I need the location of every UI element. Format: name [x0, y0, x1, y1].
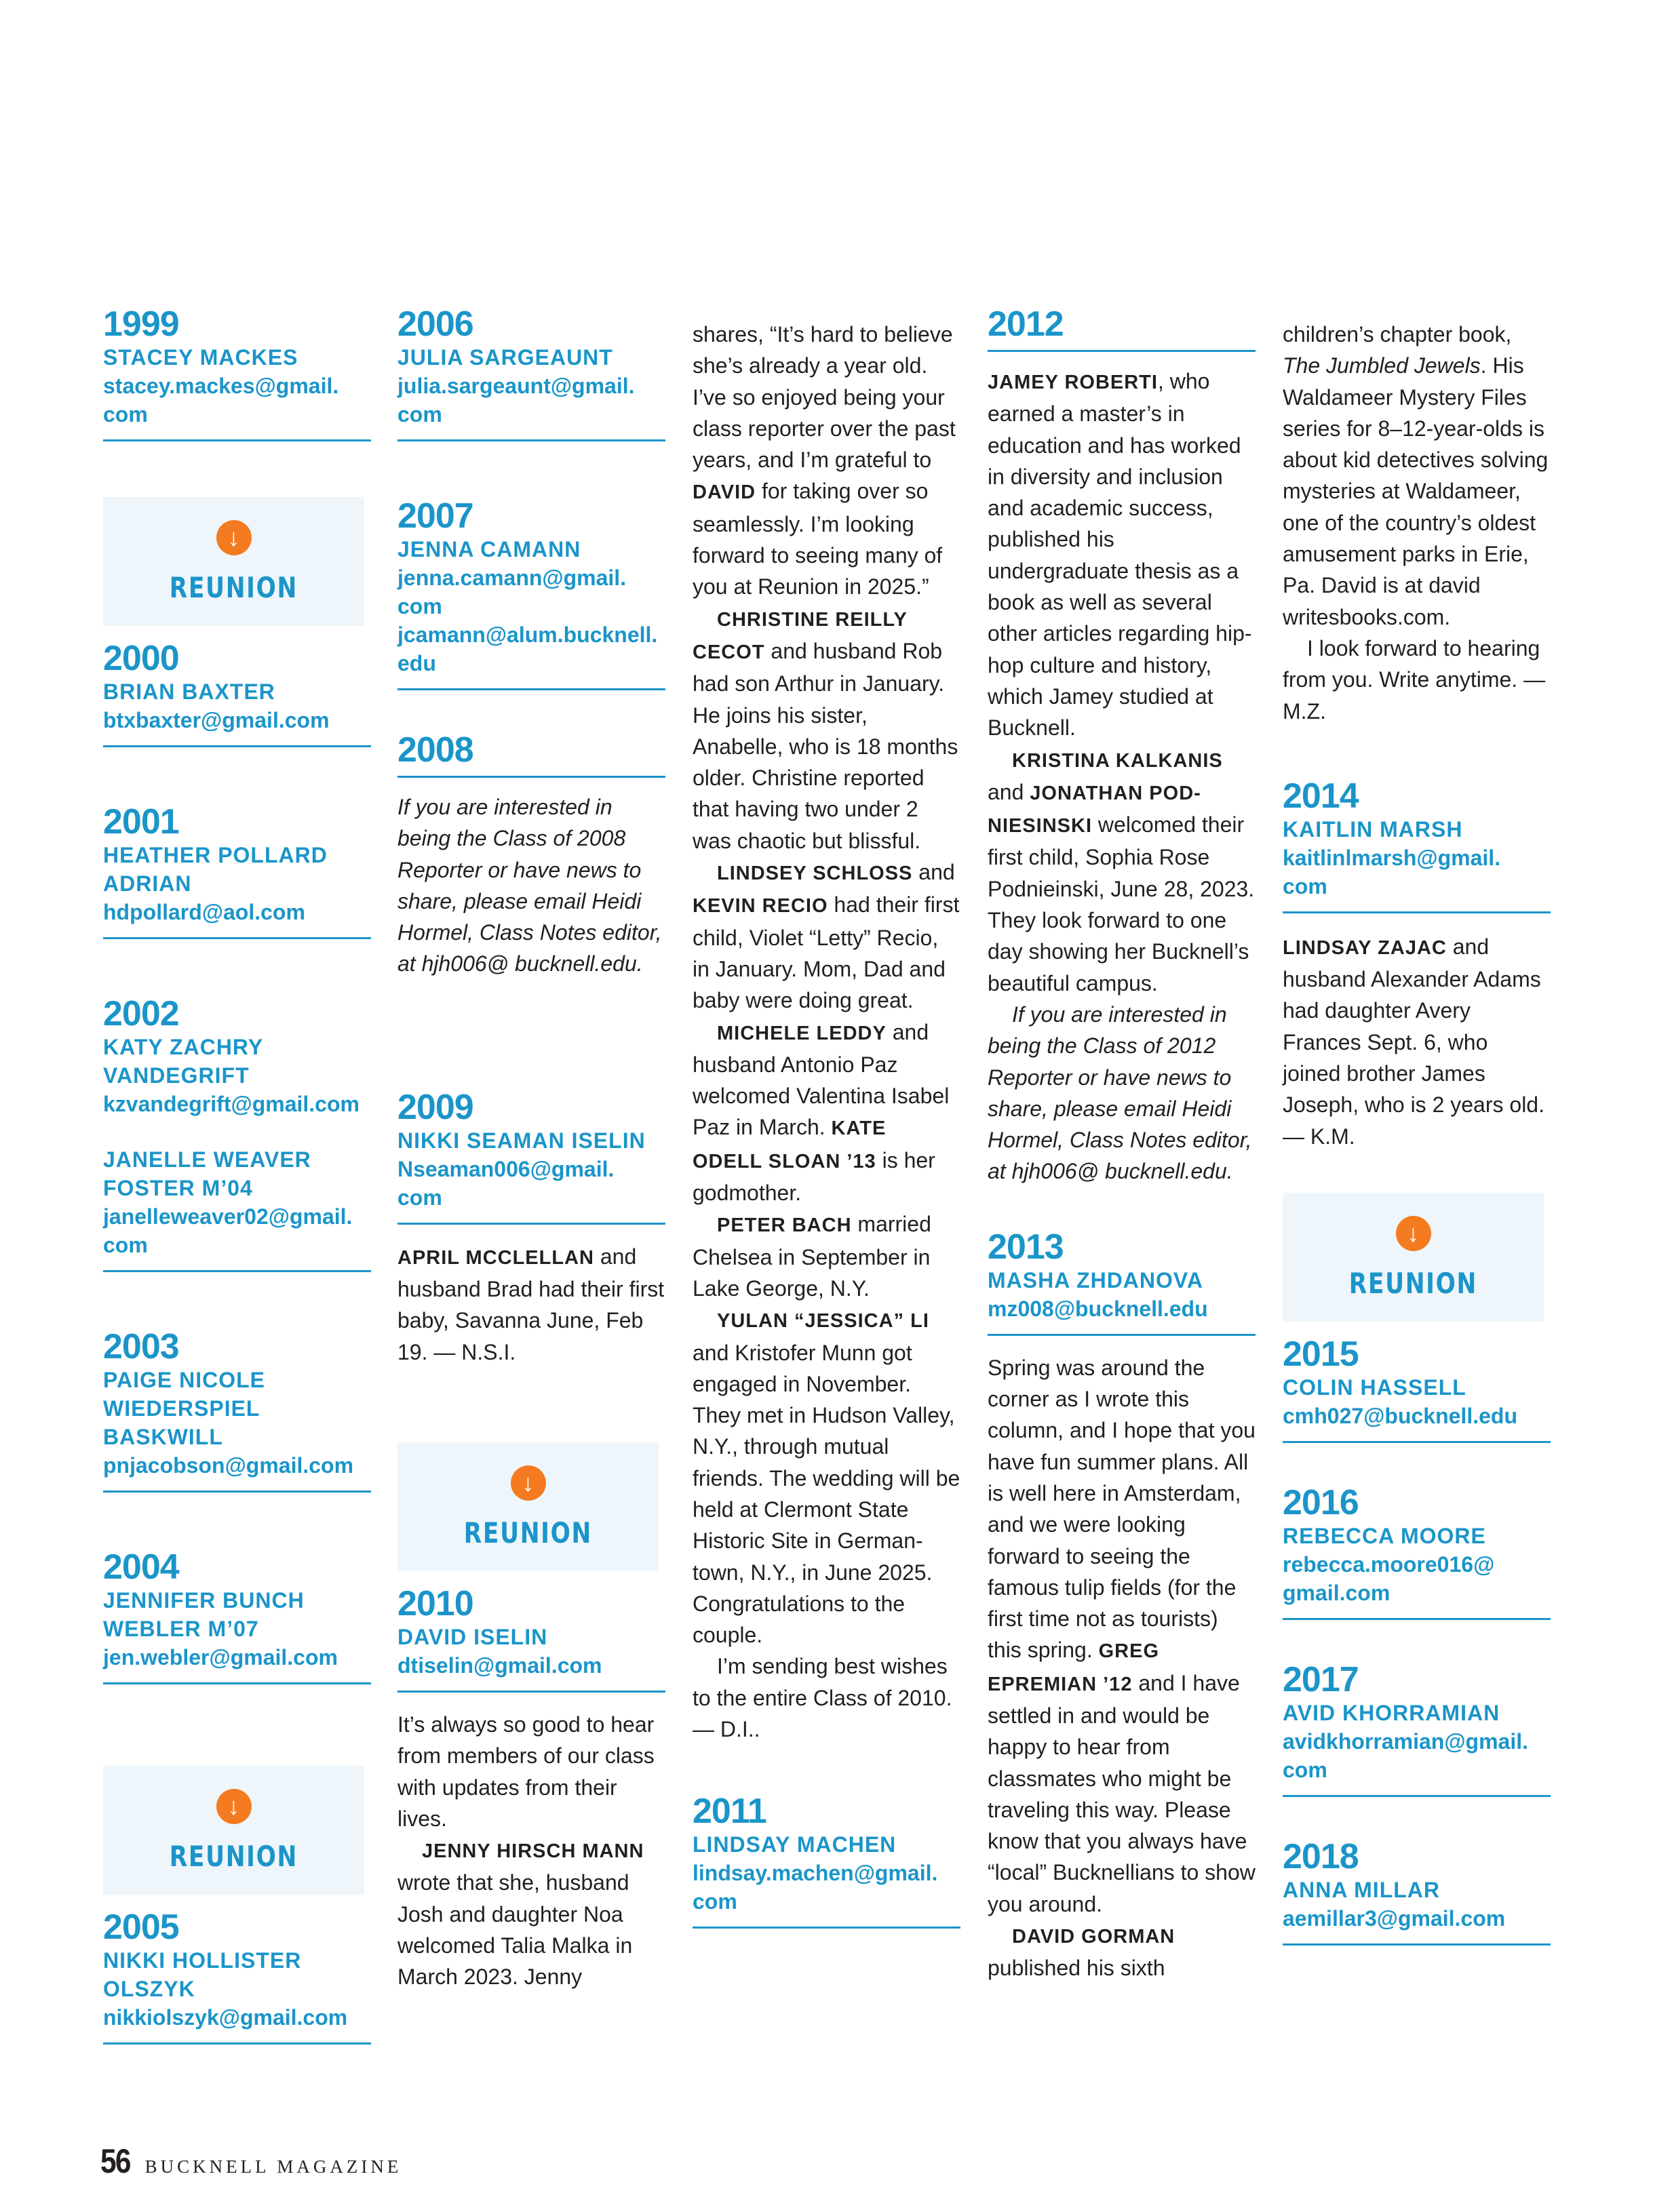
- reporter-email[interactable]: com: [693, 1889, 737, 1914]
- reporter-email[interactable]: Nseaman006@gmail.: [397, 1156, 615, 1181]
- divider: [1283, 1943, 1551, 1946]
- note-text: for taking over so seamlessly. I’m looking forward to seeing many of you at Reunion in 2025.”: [693, 479, 943, 599]
- alumni-name: LINDSAY ZAJAC: [1283, 936, 1447, 959]
- year-heading: 2000: [103, 639, 179, 678]
- alumni-name: APRIL MCCLELLAN: [397, 1246, 594, 1269]
- reporter-email[interactable]: rebecca.moore016@: [1283, 1552, 1495, 1577]
- class-2006: [397, 305, 665, 441]
- divider: [103, 2042, 371, 2045]
- reporter-email[interactable]: com: [1283, 873, 1327, 898]
- year-heading: 2010: [397, 1583, 473, 1623]
- note-text: and husband Alexander Adams had daughter Avery Frances Sept. 6, who joined brother James Joseph, who is 2 years old. — K.M.: [1283, 934, 1544, 1149]
- magazine-name: BUCKNELL MAGAZINE: [144, 2156, 402, 2177]
- year-heading: 2005: [103, 1908, 179, 1947]
- reunion-label: REUNION: [1348, 1266, 1478, 1300]
- arrow-down-icon: ↓: [216, 1789, 252, 1824]
- page-number: 56: [100, 2142, 130, 2180]
- divider: [1283, 911, 1551, 913]
- class-note-paragraph: [397, 1241, 665, 1368]
- year-heading: 2014: [1283, 776, 1359, 816]
- divider: [1283, 1795, 1551, 1797]
- reporter-email[interactable]: jenna.camann@gmail.: [397, 566, 627, 590]
- class-2010: [397, 1585, 665, 1993]
- reunion-label: REUNION: [463, 1516, 593, 1549]
- note-paragraph: [693, 603, 960, 856]
- reporter-name: JENNIFER BUNCH: [103, 1588, 305, 1613]
- divider: [103, 745, 371, 747]
- reporter-email[interactable]: avidkhorramian@gmail.: [1283, 1729, 1528, 1754]
- reunion-badge: [397, 1442, 659, 1571]
- year-heading: 2003: [103, 1327, 179, 1366]
- year-heading: 2015: [1283, 1334, 1359, 1374]
- note-text: and: [988, 779, 1030, 804]
- note-paragraph: It’s always so good to hear from members of our class with updates from their lives.: [397, 1712, 655, 1831]
- note-text: and Kristofer Munn got engaged in November. They met in Hudson Valley, N.Y., through mutual friends. The wedding will be held at Clermont State Historic Site in German-town, N.Y., in June 2025. Congratulations to the couple.: [693, 1340, 960, 1648]
- note-text: wrote that she, husband Josh and daughter Noa welcomed Talia Malka in March 2023. Jenny: [397, 1870, 633, 1990]
- reporter-name: ANNA MILLAR: [1283, 1877, 1440, 1902]
- class-2012: [988, 305, 1256, 1187]
- class-2001: [103, 803, 371, 939]
- year-heading: 2017: [1283, 1659, 1359, 1699]
- reunion-label: REUNION: [169, 1840, 298, 1873]
- alumni-name: GREG EPREMIAN ’12: [988, 1640, 1160, 1695]
- note-paragraph: I’m sending best wishes to the entire Class of 2010. — D.I..: [693, 1654, 952, 1742]
- alumni-name: JAMEY ROBERTI: [988, 372, 1158, 393]
- class-2011: [693, 1792, 960, 1929]
- reporter-email[interactable]: mz008@bucknell.edu: [988, 1296, 1208, 1321]
- book-title: The Jumbled Jewels: [1283, 353, 1481, 378]
- divider: [397, 1691, 665, 1693]
- column-3: [693, 319, 960, 1984]
- note-text: is her godmother.: [693, 1147, 935, 1206]
- reporter-email[interactable]: com: [103, 402, 148, 427]
- alumni-name: KRISTINA KALKANIS: [1012, 749, 1223, 772]
- note-text: welcomed their first child, Sophia Rose Podnieinski, June 28, 2023. They look forward to one day showing her Bucknell’s beautiful campus.: [988, 812, 1255, 995]
- class-note-text: [397, 1709, 665, 1993]
- divider: [103, 937, 371, 939]
- page-footer: [100, 2141, 402, 2181]
- reporter-name: JULIA SARGEAUNT: [397, 345, 613, 370]
- reporter-email[interactable]: com: [103, 1233, 148, 1257]
- alumni-name: LINDSEY SCHLOSS: [717, 863, 913, 885]
- reporter-name: PAIGE NICOLE: [103, 1368, 265, 1392]
- reporter-name: DAVID ISELIN: [397, 1624, 548, 1649]
- class-2000: [103, 639, 371, 747]
- note-text: married Chelsea in September in Lake George, N.Y.: [693, 1212, 931, 1301]
- note-paragraph: I look forward to hearing from you. Write anytime. — M.Z.: [1283, 635, 1546, 724]
- reporter-name: JENNA CAMANN: [397, 537, 581, 561]
- reporter-email[interactable]: edu: [397, 651, 436, 675]
- note-paragraph: [693, 319, 960, 603]
- reporter-name: WIEDERSPIEL: [103, 1396, 260, 1421]
- reporter-name: FOSTER M’04: [103, 1176, 253, 1200]
- reporter-email[interactable]: com: [1283, 1757, 1327, 1782]
- note-text: Spring was around the corner as I wrote this column, and I hope that you have fun summer plans. All is well here in Amsterdam, and we were looking forward to seeing the famous tulip fields (for the first time not as tourists) this spring.: [988, 1355, 1256, 1663]
- divider: [397, 439, 665, 441]
- alumni-name: DAVID GORMAN: [1012, 1926, 1175, 1948]
- class-note-paragraph: [1283, 931, 1551, 1152]
- year-heading: 2012: [988, 304, 1064, 344]
- note-paragraph: [693, 856, 960, 1016]
- divider: [103, 1682, 371, 1684]
- reporter-email[interactable]: janelleweaver02@gmail.: [103, 1204, 353, 1229]
- reporter-name: JANELLE WEAVER: [103, 1147, 311, 1172]
- class-2013: [988, 1228, 1256, 1984]
- year-heading: 2016: [1283, 1482, 1359, 1522]
- reporter-name: REBECCA MOORE: [1283, 1523, 1486, 1548]
- reunion-badge: [103, 1766, 364, 1895]
- divider: [103, 439, 371, 441]
- reporter-email[interactable]: stacey.mackes@gmail.: [103, 374, 339, 398]
- year-heading: 2013: [988, 1227, 1064, 1267]
- class-2005: [103, 1908, 371, 2045]
- divider: [988, 350, 1256, 352]
- reporter-email[interactable]: nikkiolszyk@gmail.com: [103, 2005, 348, 2030]
- divider: [103, 1270, 371, 1272]
- reporter-name: NIKKI SEAMAN ISELIN: [397, 1128, 646, 1153]
- class-2015: [1283, 1335, 1551, 1443]
- reporter-name: OLSZYK: [103, 1977, 195, 2001]
- note-text: . His Waldameer Mystery Files series for 8–12-year-olds is about kid detectives solving mysteries at Waldameer, one of the country’s oldest amusement parks in Erie, Pa. David is at david writesbooks.com.: [1283, 353, 1549, 629]
- alumni-name: CHRISTINE REILLY CECOT: [693, 608, 908, 663]
- alumni-name: PETER BACH: [717, 1214, 852, 1237]
- arrow-down-icon: ↓: [511, 1465, 546, 1501]
- note-paragraph: [988, 1352, 1256, 1920]
- reporter-name: COLIN HASSELL: [1283, 1375, 1466, 1400]
- note-text: and husband Antonio Paz welcomed Valentina Isabel Paz in March.: [693, 1019, 950, 1140]
- arrow-down-icon: ↓: [216, 520, 252, 555]
- reporter-email[interactable]: kzvandegrift@gmail.com: [103, 1092, 359, 1116]
- divider: [1283, 1618, 1551, 1620]
- year-heading: 2001: [103, 802, 179, 842]
- note-text: , who earned a master’s in education and has worked in diversity and inclusion and academic success, published his undergraduate thesis as a book as well as several other articles regarding hip-hop culture and history, which Jamey studied at Bucknell.: [988, 369, 1252, 740]
- class-2007: [397, 497, 665, 690]
- note-text: children’s chapter book,: [1283, 322, 1512, 347]
- column-4: [988, 305, 1256, 2040]
- reporter-name: KATY ZACHRY: [103, 1035, 264, 1059]
- note-paragraph: [1283, 319, 1551, 633]
- note-text: and I have settled in and would be happy to hear from classmates who might be traveling this way. Please know that you always have “local” Bucknellians to show you around.: [988, 1670, 1256, 1916]
- reporter-name: NIKKI HOLLISTER: [103, 1948, 302, 1973]
- note-text: and husband Brad had their first baby, Savanna June, Feb 19. — N.S.I.: [397, 1244, 665, 1364]
- reporter-email[interactable]: aemillar3@gmail.com: [1283, 1905, 1506, 1931]
- year-heading: 2009: [397, 1087, 473, 1127]
- class-2014: [1283, 777, 1551, 1152]
- reporter-email[interactable]: lindsay.machen@gmail.: [693, 1861, 938, 1886]
- divider: [397, 776, 665, 778]
- note-text: published his sixth: [988, 1956, 1165, 1981]
- reporter-email[interactable]: gmail.com: [1283, 1580, 1391, 1605]
- reporter-name: STACEY MACKES: [103, 345, 298, 370]
- year-heading: 2008: [397, 730, 473, 770]
- alumni-name: KEVIN RECIO: [693, 895, 828, 917]
- alumni-name: JONATHAN POD-NIESINSKI: [988, 782, 1201, 837]
- reporter-email[interactable]: dtiselin@gmail.com: [397, 1653, 602, 1678]
- divider: [103, 1490, 371, 1493]
- note-paragraph: [988, 744, 1256, 999]
- note-paragraph: If you are interested in being the Class of 2012 Reporter or have news to share, please email Heidi Hormel, Class Notes editor, at hjh006@ bucknell.edu.: [988, 1002, 1252, 1184]
- year-heading: 2007: [397, 496, 473, 536]
- reunion-badge: [1283, 1193, 1544, 1322]
- reporter-name: LINDSAY MACHEN: [693, 1832, 897, 1857]
- reporter-email[interactable]: com: [397, 402, 442, 427]
- reporter-email[interactable]: pnjacobson@gmail.com: [103, 1453, 354, 1478]
- reporter-name: WEBLER M’07: [103, 1617, 259, 1641]
- column-5: [1283, 319, 1551, 2001]
- alumni-name: YULAN “JESSICA” LI: [717, 1310, 929, 1332]
- class-note-text: [988, 366, 1256, 1187]
- year-heading: 2018: [1283, 1836, 1359, 1876]
- column-1: [103, 305, 371, 2100]
- reporter-email[interactable]: kaitlinlmarsh@gmail.: [1283, 845, 1501, 870]
- class-note-text: [988, 1352, 1256, 1984]
- class-note-text: [1283, 319, 1551, 727]
- arrow-down-icon: ↓: [1396, 1216, 1431, 1251]
- class-2017: [1283, 1661, 1551, 1797]
- year-heading: 2002: [103, 994, 179, 1033]
- note-paragraph: [988, 366, 1256, 744]
- reporter-name: BASKWILL: [103, 1425, 223, 1449]
- alumni-name: DAVID: [693, 481, 756, 504]
- divider: [1283, 1441, 1551, 1443]
- note-paragraph: [397, 1834, 665, 1992]
- note-paragraph: [693, 1208, 960, 1304]
- reporter-email[interactable]: cmh027@bucknell.edu: [1283, 1403, 1517, 1428]
- column-2: [397, 305, 665, 2049]
- reporter-name: ADRIAN: [103, 871, 192, 896]
- reporter-email[interactable]: jcamann@alum.bucknell.: [397, 623, 658, 647]
- divider: [397, 688, 665, 690]
- class-2016: [1283, 1484, 1551, 1620]
- note-text: had their first child, Violet “Letty” Recio, in January. Mom, Dad and baby were doing great.: [693, 892, 960, 1013]
- reunion-badge: [103, 497, 364, 626]
- reunion-label: REUNION: [169, 571, 298, 604]
- alumni-name: JENNY HIRSCH MANN: [422, 1840, 644, 1863]
- reporter-email[interactable]: btxbaxter@gmail.com: [103, 708, 330, 732]
- note-text: and: [912, 860, 955, 885]
- year-heading: 2011: [693, 1792, 766, 1832]
- reporter-email[interactable]: jen.webler@gmail.com: [103, 1645, 338, 1670]
- class-2002: [103, 995, 371, 1272]
- reporter-name: AVID KHORRAMIAN: [1283, 1700, 1500, 1725]
- note-paragraph: [693, 1016, 960, 1209]
- year-heading: 1999: [103, 304, 179, 344]
- note-text: shares, “It’s hard to believe she’s already a year old. I’ve so enjoyed being your class reporter over the past years, and I’m grateful to: [693, 322, 956, 473]
- reporter-email[interactable]: hdpollard@aol.com: [103, 900, 305, 924]
- year-heading: 2004: [103, 1547, 179, 1587]
- reporter-name: HEATHER POLLARD: [103, 843, 328, 867]
- class-2004: [103, 1548, 371, 1684]
- reporter-email[interactable]: julia.sargeaunt@gmail.: [397, 374, 635, 398]
- class-2008: [397, 731, 665, 980]
- divider: [397, 1223, 665, 1225]
- alumni-name: MICHELE LEDDY: [717, 1022, 887, 1044]
- reporter-name: BRIAN BAXTER: [103, 679, 275, 704]
- reporter-name: KAITLIN MARSH: [1283, 816, 1463, 842]
- alumni-name: KATE ODELL SLOAN ’13: [693, 1118, 887, 1172]
- reporter-name: MASHA ZHDANOVA: [988, 1267, 1203, 1292]
- class-2018: [1283, 1838, 1551, 1946]
- class-1999: [103, 305, 371, 441]
- divider: [693, 1927, 960, 1929]
- note-paragraph: [693, 1304, 960, 1651]
- class-note-text: If you are interested in being the Class of 2008 Reporter or have news to share, please email Heidi Hormel, Class Notes editor, at hjh006@ bucknell.edu.: [397, 795, 662, 976]
- divider: [988, 1334, 1256, 1336]
- class-2003: [103, 1328, 371, 1493]
- class-2009: [397, 1088, 665, 1368]
- reporter-email[interactable]: com: [397, 1185, 442, 1210]
- year-heading: 2006: [397, 304, 473, 344]
- reporter-email[interactable]: com: [397, 594, 442, 618]
- class-note-text: [693, 319, 960, 1745]
- reporter-name: VANDEGRIFT: [103, 1063, 250, 1088]
- note-text: and husband Rob had son Arthur in January. He joins his sister, Anabelle, who is 18 months older. Christine reported that having two under 2 was chaotic but blissful.: [693, 638, 958, 853]
- note-paragraph: [988, 1920, 1256, 1984]
